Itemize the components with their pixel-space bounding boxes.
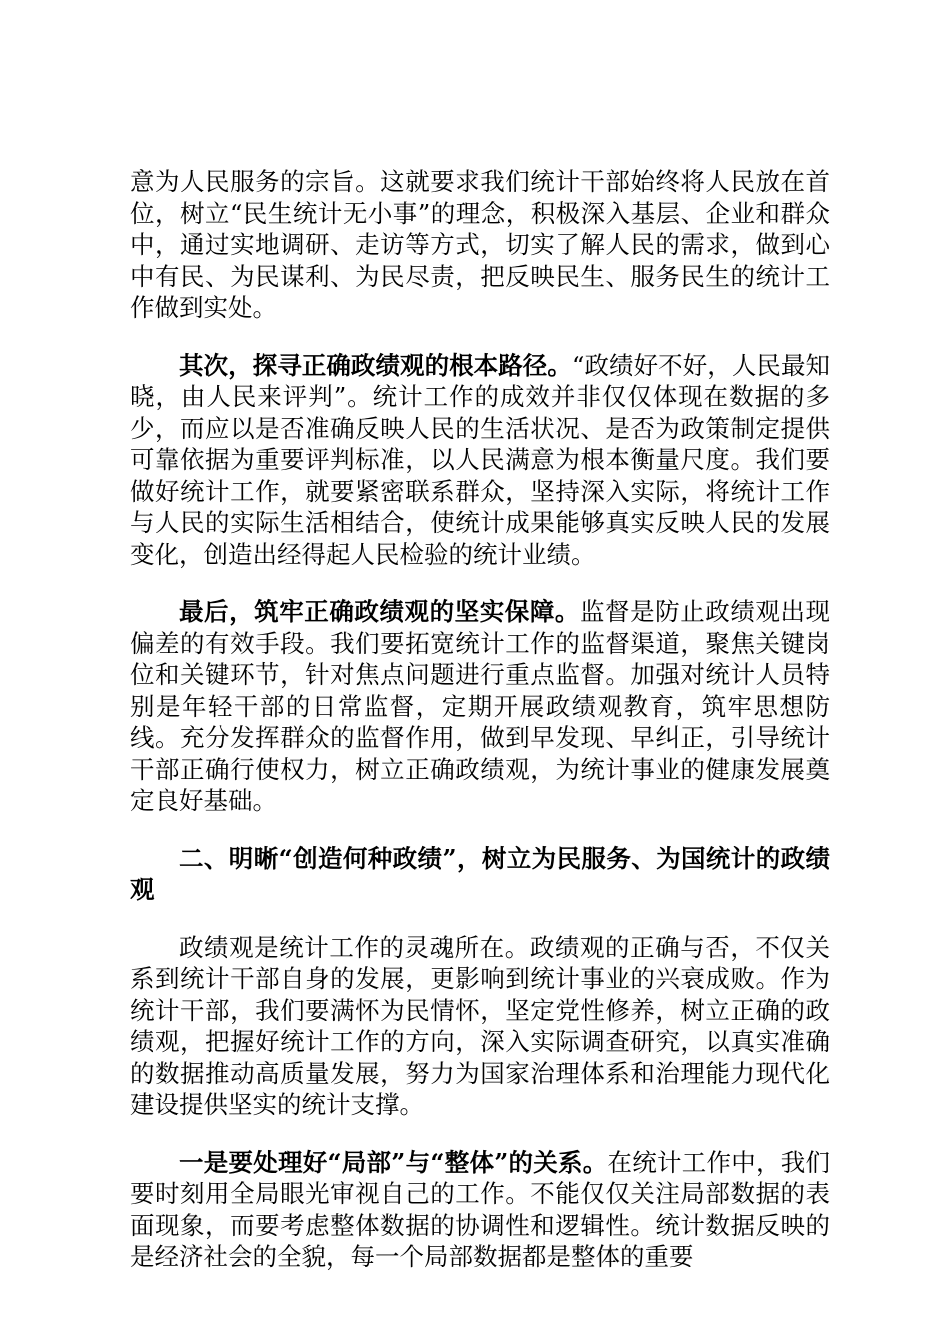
document-page xyxy=(130,166,830,1299)
paragraph-text: 意为人民服务的宗旨。这就要求我们统计干部始终将人民放在首位，树立“民生统计无小事”的理念，积极深入基层、企业和群众中，通过实地调研、走访等方式，切实了解人民的需求，做到心中有民、为民谋利、为民尽责，把反映民生、服务民生的统计工作做到实处。 xyxy=(130,167,830,322)
paragraph-lead: 其次，探寻正确政绩观的根本路径。 xyxy=(179,350,572,380)
paragraph-text: 在统计工作中，我们要时刻用全局眼光审视自己的工作。不能仅仅关注局部数据的表面现象，而要考虑整体数据的协调性和逻辑性。统计数据反映的是经济社会的全貌，每一个局部数据都是整体的重要 xyxy=(130,1147,830,1271)
paragraph-continuation xyxy=(130,166,830,324)
paragraph-lead: 一是要处理好“局部”与“整体”的关系。 xyxy=(179,1147,608,1177)
paragraph-text: “政绩好不好，人民最知晓，由人民来评判”。统计工作的成效并非仅仅体现在数据的多少，而应以是否准确反映人民的生活状况、是否为政策制定提供可靠依据为重要评判标准，以人民满意为根本衡量尺度。我们要做好统计工作，就要紧密联系群众，坚持深入实际，将统计工作与人民的实际生活相结合，使统计成果能够真实反映人民的发展变化，创造出经得起人民检验的统计业绩。 xyxy=(130,350,830,569)
paragraph-second-point xyxy=(130,350,830,571)
paragraph-text: 监督是防止政绩观出现偏差的有效手段。我们要拓宽统计工作的监督渠道，聚焦关键岗位和关键环节，针对焦点问题进行重点监督。加强对统计人员特别是年轻干部的日常监督，定期开展政绩观教育，筑牢思想防线。充分发挥群众的监督作用，做到早发现、早纠正，引导统计干部正确行使权力，树立正确政绩观，为统计事业的健康发展奠定良好基础。 xyxy=(130,597,831,815)
paragraph-final-point xyxy=(130,596,830,817)
paragraph-section-intro xyxy=(130,932,830,1121)
paragraph-first-requirement xyxy=(130,1147,830,1273)
paragraph-lead: 最后，筑牢正确政绩观的坚实保障。 xyxy=(179,597,580,626)
paragraph-text: 政绩观是统计工作的灵魂所在。政绩观的正确与否，不仅关系到统计干部自身的发展，更影响到统计事业的兴衰成败。作为统计干部，我们要满怀为民情怀，坚定党性修养，树立正确的政绩观，把握好统计工作的方向，深入实际调查研究，以真实准确的数据推动高质量发展，努力为国家治理体系和治理能力现代化建设提供坚实的统计支撑。 xyxy=(130,932,830,1119)
section-heading: 二、明晰“创造何种政绩”，树立为民服务、为国统计的政绩观 xyxy=(130,843,830,904)
